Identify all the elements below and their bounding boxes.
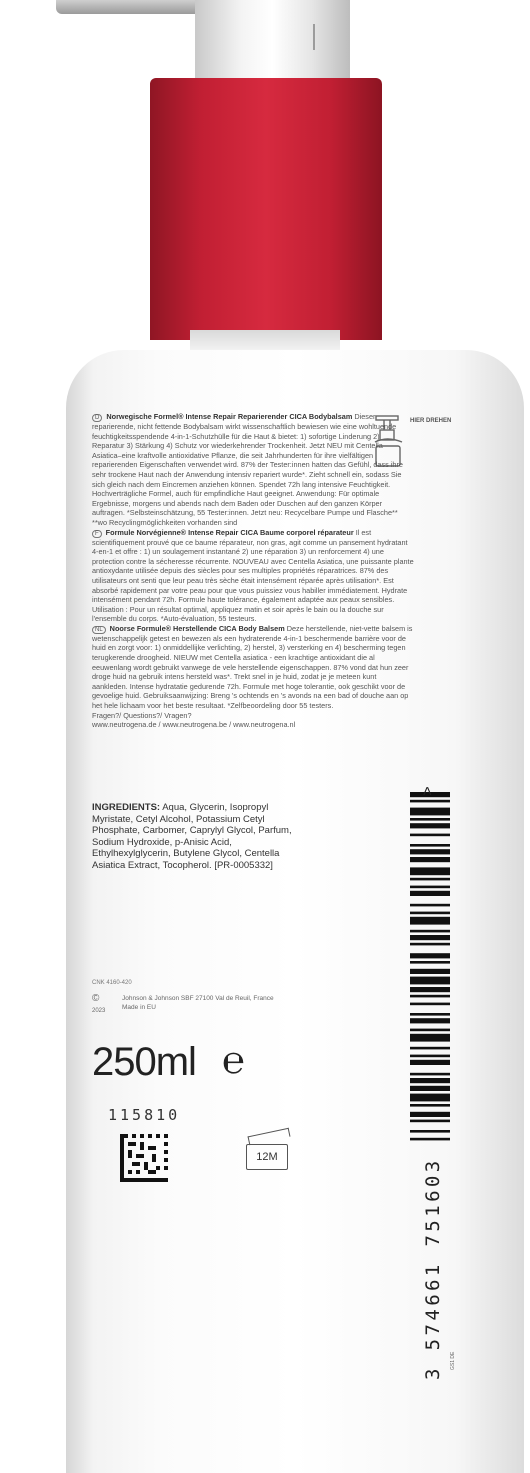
barcode-bar [410, 1094, 450, 1102]
batch-number: 115810 [108, 1106, 181, 1124]
barcode-bar [410, 1029, 450, 1032]
barcode-bar [410, 1055, 450, 1058]
barcode-bar [410, 935, 450, 940]
barcode-bar [410, 1060, 450, 1065]
german-body: Dieser reparierende, nicht fettende Bodybalsam wirkt wissenschaftlich bewiesen wie eine wohltuende feuchtigkeitsspendende 4-in-1-Schutzhülle für die Haut & bietet: 1) sofortige Linderung 2) Reparatur 3) Stärkung 4) Schutz vor wiederkehrender Trockenheit. Jetzt NEU mit Centella Asiatica–eine kraftvolle antioxidative Pflanze, die seit Jahrhunderten für ihre vielfältigen reparierenden Eigenschaften verwendet wird. 87% der Tester:innen hatten das Gefühl, dass ihre sehr trockene Haut nach der Anwendung intensiv repariert wurde*. Zieht schnell ein, sodass Sie sich gleich nach dem Eincremen anziehen können. Spendet 72h lang intensive Feuchtigkeit. Hochverträgliche Formel, auch für empfindliche Haut geeignet. Anwendung: Für optimale Ergebnisse, morgens und abends nach dem Baden oder Duschen auf den ganzen Körper auftragen. *Selbsteinschätzung, 55 Tester:innen. Jetzt neu: Recycelbare Pumpe und Flasche** **wo Recyclingmöglichkeiten vorhanden sind [92, 412, 403, 527]
ingredients-label: INGREDIENTS: [92, 802, 161, 813]
barcode-arrow: > [419, 786, 437, 796]
barcode-bar [410, 823, 450, 828]
nl-flag: NL [92, 626, 106, 634]
barcode-bar [410, 1138, 450, 1141]
dutch-body: Deze herstellende, niet-vette balsem is wetenschappelijk getest en bewezen als een hydraterende 4-in-1 beschermende barrière voor de huid en zorgt voor: 1) onmiddellijke verlichting, 2) herstel, 3) versterking en 4) bescherming tegen terugkerende droogheid. NIEUW met Centella asiatica - een krachtige antioxidant die al eeuwenlang wordt gebruikt vanwege de vele herstellende eigenschappen. 87% vond dat hun zeer droge huid na gebruik intens hersteld was*. Trekt snel in je huid, zodat je je meteen kunt aankleden. Intense hydratatie gedurende 72h. Formule met hoge tolerantie, ook geschikt voor de gevoelige huid. Gebruiksaanwijzing: Breng 's ochtends en 's avonds na een bad of douche aan op het hele lichaam voor het beste resultaat. *Zelfbeoordeling door 55 testers. [92, 623, 413, 711]
barcode-bar [410, 1018, 450, 1023]
pump-collar [195, 0, 350, 78]
barcode-bar [410, 1034, 450, 1042]
barcode-bar [410, 800, 450, 803]
questions-line: Fragen?/ Questions?/ Vragen? [92, 710, 192, 720]
barcode-bar [410, 818, 450, 821]
ingredients-block [92, 802, 312, 872]
barcode-bar [410, 1078, 450, 1083]
french-body: Il est scientifiquement prouvé que ce baume réparateur, non gras, agit comme un pansement hydratant 4-en-1 et offre : 1) un soulagement instantané 2) une réparation 3) un renforcement 4) une protection contre la sécheresse récurrente. NOUVEAU avec Centella Asiatica, une puissante plante antioxydante utilisée depuis des siècles pour ses multiples propriétés réparatrices. 87% des utilisateurs ont senti que leur peau très sèche était intensément réparée après utilisation*. Est absorbé rapidement par votre peau pour que vous puissiez vous habiller immédiatement. Hydrate intensément pendant 72h. Formule haute tolérance, également adaptée aux peaux sensibles. Utilisation : Pour un résultat optimal, appliquez matin et soir après le bain ou la douche sur l'ensemble du corps. *Auto-évaluation, 55 testeurs. [92, 527, 414, 624]
barcode-bar [410, 987, 450, 992]
websites-line: www.neutrogena.de / www.neutrogena.be / www.neutrogena.nl [92, 720, 296, 730]
volume-label: 250ml [92, 1040, 196, 1084]
barcode-bar [410, 808, 450, 816]
barcode-bar [410, 912, 450, 915]
dutch-section [92, 624, 414, 711]
fr-flag: F [92, 530, 102, 538]
barcode-bar [410, 953, 450, 958]
cnk-code: CNK 4160-420 [92, 980, 132, 986]
barcode-bar [410, 886, 450, 889]
dutch-heading: Noorse Formule® Herstellende CICA Body Balsem [109, 623, 285, 633]
barcode-bar [410, 1112, 450, 1117]
product-label-text [92, 412, 414, 730]
copyright-year: 2023 [92, 1008, 106, 1014]
barcode-bar [410, 878, 450, 881]
barcode-bar [410, 977, 450, 985]
barcode-bar [410, 1086, 450, 1091]
barcode-bar [410, 1120, 450, 1123]
barcode-bar [410, 844, 450, 847]
french-heading: Formule Norvégienne® Intense Repair CICA Baume corporel réparateur [105, 527, 354, 537]
barcode-bar [410, 1130, 450, 1133]
pao-value: 12M [246, 1144, 288, 1170]
french-section [92, 528, 414, 624]
barcode-bar [410, 867, 450, 875]
barcode-digits: 3 574661 751603 [422, 1157, 444, 1380]
barcode-bar [410, 891, 450, 896]
period-after-opening-icon [246, 1132, 292, 1170]
german-heading: Norwegische Formel® Intense Repair Reparierender CICA Bodybalsam [106, 412, 353, 421]
barcode-bar [410, 834, 450, 837]
barcode-bar [410, 1104, 450, 1107]
de-flag: D [92, 414, 102, 422]
barcode-bar [410, 917, 450, 925]
estimated-sign-icon: ℮ [222, 1040, 245, 1082]
barcode-bar [410, 943, 450, 946]
turn-instruction: HIER DREHEN [410, 418, 452, 424]
ingredients-list: Aqua, Glycerin, Isopropyl Myristate, Cetyl Alcohol, Potassium Cetyl Phosphate, Carbomer, Caprylyl Glycol, Parfum, Sodium Hydroxide, p-Anisic Acid, Ethylhexylglycerin, Butylene Glycol, Centella Asiatica Extract, Tocopherol. [PR-0005332] [92, 802, 292, 871]
barcode-bar [410, 1013, 450, 1016]
barcode-bar [410, 969, 450, 974]
gs1-mark: GS1 DE [450, 1351, 456, 1370]
german-section [92, 412, 414, 528]
barcode-bar [410, 904, 450, 907]
barcode-bar [410, 1003, 450, 1006]
datamatrix-code-icon [120, 1134, 168, 1182]
manufacturer-address: Johnson & Johnson SBF 27100 Val de Reuil, France Made in EU [122, 995, 274, 1011]
barcode-bar [410, 1047, 450, 1050]
barcode-bar [410, 961, 450, 964]
barcode-bar [410, 995, 450, 998]
barcode-bar [410, 849, 450, 854]
copyright-symbol: © [92, 993, 100, 1004]
cap-neck [190, 330, 340, 350]
barcode-bar [410, 1073, 450, 1076]
barcode-bar [410, 857, 450, 862]
red-cap [150, 78, 382, 340]
barcode-bar [410, 930, 450, 933]
